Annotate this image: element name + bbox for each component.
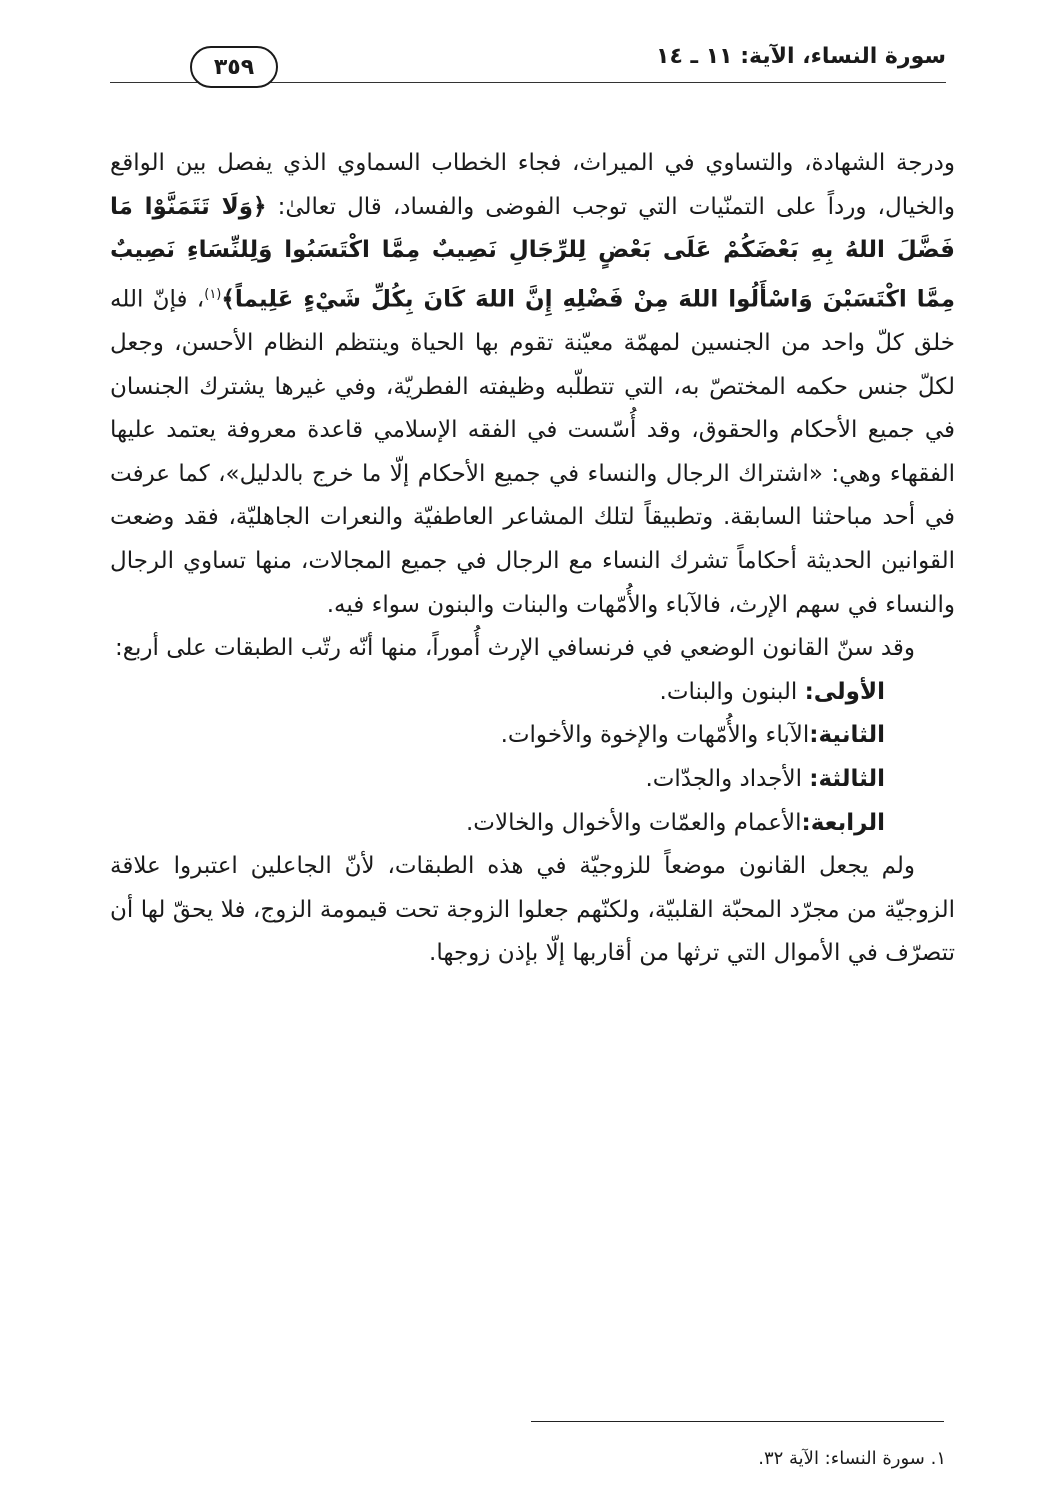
page-number: ٣٥٩	[190, 46, 278, 88]
paragraph-1-continuation: ، فإنّ الله خلق كلّ واحد من الجنسين لمهمّة معيّنة تقوم بها الحياة وينتظم النظام الأحسن، وجعل لكلّ جنس حكمه المختصّ به، التي تتطلّبه وظيفته الفطريّة، وفي غيرها يشترك الجنسان في جميع الأحكام والحقوق، وقد أُسّست في الفقه الإسلامي قاعدة معروفة يعتمد عليها الفقهاء وهي: «اشتراك الرجال والنساء في جميع الأحكام إلّا ما خرج بالدليل»، كما عرفت في أحد مباحثنا السابقة. وتطبيقاً لتلك المشاعر العاطفيّة والنعرات الجاهليّة، فقد وضعت القوانين الحديثة أحكاماً تشرك النساء مع الرجال في جميع المجالات، منها تساوي الرجال والنساء في سهم الإرث، فالآباء والأُمّهات والبنات والبنون سواء فيه.	[110, 286, 955, 618]
page-header	[110, 38, 946, 94]
list-item-ordinal: الأولى:	[804, 678, 885, 705]
paragraph-3: ولم يجعل القانون موضعاً للزوجيّة في هذه الطبقات، لأنّ الجاعلين اعتبروا علاقة الزوجيّة من مجرّد المحبّة القلبيّة، ولكنّهم جعلوا الزوجة تحت قيمومة الزوج، فلا يحقّ لها أن تتصرّف في الأموال التي ترثها من أقاربها إلّا بإذن زوجها.	[110, 853, 955, 967]
running-header-title: سورة النساء، الآية: ١١ ـ ١٤	[656, 44, 946, 69]
list-item	[110, 758, 955, 802]
list-item	[110, 714, 955, 758]
footnote-rule	[531, 1421, 944, 1422]
list-item-ordinal: الثانية:	[809, 722, 885, 749]
paragraph-2: وقد سنّ القانون الوضعي في فرنسافي الإرث أُموراً، منها أنّه رتّب الطبقات على أربع:	[115, 635, 915, 662]
body-text	[110, 142, 955, 976]
list-item-text: البنون والبنات.	[659, 678, 805, 705]
footnote-reference[interactable]: (١)	[204, 286, 222, 302]
list-item	[110, 671, 955, 715]
list-item-ordinal: الرابعة:	[801, 809, 885, 836]
paragraph-1-text: ودرجة الشهادة، والتساوي في الميراث، فجاء الخطاب السماوي الذي يفصل بين الواقع والخيال، ورداً على التمنّيات التي توجب الفوضى والفساد، قال تعالىٰ:	[110, 150, 955, 220]
paragraph-1	[110, 142, 955, 627]
list-item-text: الأجداد والجدّات.	[645, 765, 810, 792]
list-item	[110, 802, 955, 846]
footnote: ١. سورة النساء: الآية ٣٢.	[758, 1448, 946, 1469]
list-item-text: الآباء والأُمّهات والإخوة والأخوات.	[500, 722, 810, 749]
quran-verse: ﴿وَلَا تَتَمَنَّوْا مَا فَضَّلَ اللهُ بِهِ بَعْضَكُمْ عَلَى بَعْضٍ لِلرِّجَالِ نَصِيبٌ مِمَّا اكْتَسَبُوا وَلِلنِّسَاءِ نَصِيبٌ مِمَّا اكْتَسَبْنَ وَاسْأَلُوا اللهَ مِنْ فَضْلِهِ إِنَّ اللهَ كَانَ بِكُلِّ شَيْءٍ عَلِيماً﴾	[110, 193, 955, 313]
list-item-ordinal: الثالثة:	[809, 765, 885, 792]
list-item-text: الأعمام والعمّات والأخوال والخالات.	[465, 809, 802, 836]
